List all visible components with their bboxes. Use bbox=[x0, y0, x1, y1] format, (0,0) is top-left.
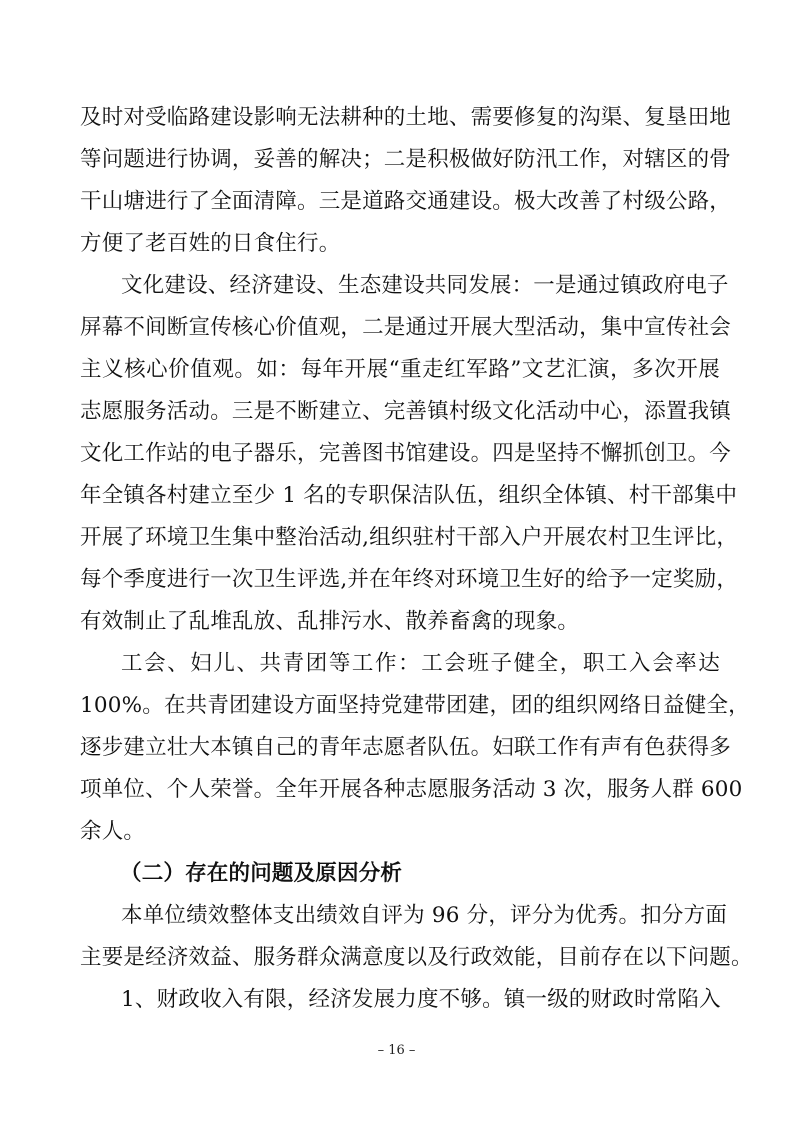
paragraph-line: 主义核心价值观。如：每年开展“重走红军路”文艺汇演，多次开展 bbox=[80, 357, 720, 382]
paragraph-first-line: 1、财政收入有限，经济发展力度不够。镇一级的财政时常陷入 bbox=[121, 987, 721, 1012]
page-number: – 16 – bbox=[377, 1043, 416, 1058]
paragraph-line: 年全镇各村建立至少 1 名的专职保洁队伍，组织全体镇、村干部集中 bbox=[80, 483, 738, 508]
paragraph-line: 等问题进行协调，妥善的解决；二是积极做好防汛工作，对辖区的骨 bbox=[80, 147, 732, 172]
paragraph-first-line: 工会、妇儿、共青团等工作：工会班子健全，职工入会率达 bbox=[121, 651, 720, 676]
paragraph-line: 有效制止了乱堆乱放、乱排污水、散养畜禽的现象。 bbox=[80, 609, 580, 634]
paragraph-line: 项单位、个人荣誉。全年开展各种志愿服务活动 3 次，服务人群 600 bbox=[80, 777, 743, 802]
paragraph-line: 每个季度进行一次卫生评选,并在年终对环境卫生好的给予一定奖励， bbox=[80, 567, 739, 592]
paragraph-line: 开展了环境卫生集中整治活动,组织驻村干部入户开展农村卫生评比， bbox=[80, 525, 739, 550]
paragraph-line: 100%。在共青团建设方面坚持党建带团建，团的组织网络日益健全， bbox=[80, 693, 750, 718]
paragraph-first-line: 本单位绩效整体支出绩效自评为 96 分，评分为优秀。扣分方面 bbox=[121, 903, 728, 928]
paragraph-line: 文化工作站的电子器乐，完善图书馆建设。四是坚持不懈抓创卫。今 bbox=[80, 441, 732, 466]
paragraph-line: 干山塘进行了全面清障。三是道路交通建设。极大改善了村级公路， bbox=[80, 189, 732, 214]
paragraph-first-line: 文化建设、经济建设、生态建设共同发展：一是通过镇政府电子 bbox=[121, 273, 729, 298]
paragraph-line: 方便了老百姓的日食住行。 bbox=[80, 231, 341, 256]
paragraph-line: 逐步建立壮大本镇自己的青年志愿者队伍。妇联工作有声有色获得多 bbox=[80, 735, 732, 760]
paragraph-line: 及时对受临路建设影响无法耕种的土地、需要修复的沟渠、复垦田地 bbox=[80, 105, 732, 130]
paragraph-line: 主要是经济效益、服务群众满意度以及行政效能，目前存在以下问题。 bbox=[80, 945, 753, 970]
section-heading: （二）存在的问题及原因分析 bbox=[120, 861, 403, 886]
paragraph-line: 余人。 bbox=[80, 819, 146, 844]
paragraph-line: 志愿服务活动。三是不断建立、完善镇村级文化活动中心，添置我镇 bbox=[80, 399, 732, 424]
paragraph-line: 屏幕不间断宣传核心价值观，二是通过开展大型活动，集中宣传社会 bbox=[80, 315, 732, 340]
